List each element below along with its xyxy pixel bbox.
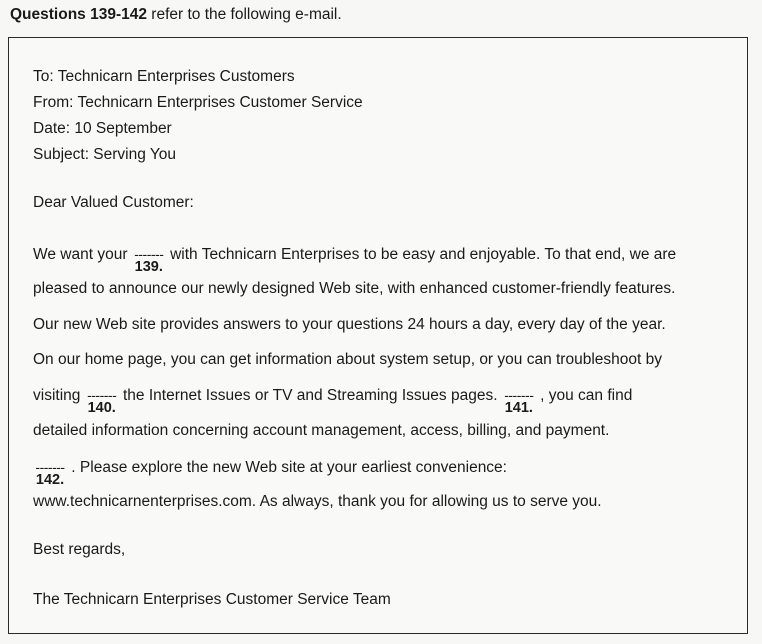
body-line-5 [33, 385, 633, 416]
blank-number-139: 139. [134, 259, 163, 275]
blank-number-141: 141. [504, 400, 533, 416]
blank-dashes: ------- [504, 387, 534, 403]
answer-blank-141[interactable] [502, 385, 536, 416]
email-subject: Subject: Serving You [33, 146, 177, 163]
answer-blank-139[interactable] [132, 244, 166, 275]
answer-blank-142[interactable] [33, 457, 67, 488]
body-line-1 [33, 244, 677, 275]
body-line-1-end: with Technicarn Enterprises to be easy and enjoyable. To that end, we are [165, 246, 677, 263]
questions-range: Questions 139-142 [10, 6, 147, 23]
blank-dashes: ------- [35, 459, 65, 475]
body-line-6: detailed information concerning account management, access, billing, and payment. [33, 422, 610, 439]
body-line-5-start: visiting [33, 387, 85, 404]
email-greeting: Dear Valued Customer: [33, 194, 194, 211]
body-line-2: pleased to announce our newly designed Web site, with enhanced customer-friendly features. [33, 280, 676, 297]
questions-heading [10, 4, 342, 26]
body-line-7-text: . Please explore the new Web site at your earliest convenience: [67, 459, 507, 476]
blank-number-142: 142. [35, 472, 65, 488]
blank-dashes: ------- [134, 246, 164, 262]
email-signature: The Technicarn Enterprises Customer Service Team [33, 591, 391, 608]
body-line-4: On our home page, you can get information about system setup, or you can troubleshoot by [33, 351, 662, 368]
body-line-5-middle: the Internet Issues or TV and Streaming Issues pages. [118, 387, 502, 404]
questions-instruction: refer to the following e-mail. [146, 6, 342, 23]
email-to: To: Technicarn Enterprises Customers [33, 68, 295, 85]
blank-number-140: 140. [87, 400, 116, 416]
body-line-7 [33, 457, 507, 488]
body-line-5-end: , you can find [535, 387, 633, 404]
blank-dashes: ------- [87, 387, 117, 403]
body-line-1-start: We want your [33, 246, 132, 263]
answer-blank-140[interactable] [85, 385, 119, 416]
email-from: From: Technicarn Enterprises Customer Service [33, 94, 363, 111]
email-date: Date: 10 September [33, 120, 172, 137]
email-closing: Best regards, [33, 541, 126, 558]
email-box [8, 37, 748, 634]
body-line-8: www.technicarnenterprises.com. As always, thank you for allowing us to serve you. [33, 493, 602, 510]
body-line-3: Our new Web site provides answers to your questions 24 hours a day, every day of the year. [33, 316, 666, 333]
